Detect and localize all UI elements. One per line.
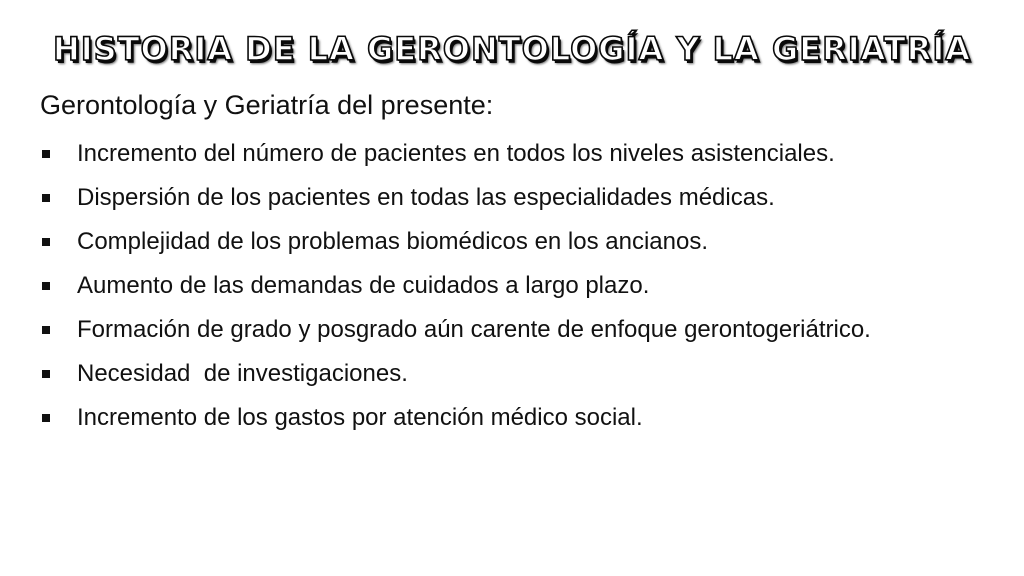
bullet-text: Complejidad de los problemas biomédicos en los ancianos.	[77, 228, 709, 255]
square-bullet-icon	[42, 150, 50, 158]
bullet-text: Dispersión de los pacientes en todas las especialidades médicas.	[77, 184, 775, 211]
bullet-item	[40, 220, 986, 264]
square-bullet-icon	[42, 370, 50, 378]
square-bullet-icon	[42, 414, 50, 422]
square-bullet-icon	[42, 282, 50, 290]
square-bullet-icon	[42, 194, 50, 202]
bullet-text: Formación de grado y posgrado aún carente de enfoque gerontogeriátrico.	[77, 316, 871, 343]
slide-title: HISTORIA DE LA GERONTOLOGÍA Y LA GERIATRÍA	[52, 30, 972, 68]
bullet-text: Incremento del número de pacientes en todos los niveles asistenciales.	[77, 140, 835, 167]
bullet-item	[40, 308, 986, 352]
square-bullet-icon	[42, 238, 50, 246]
bullet-list	[40, 132, 986, 440]
bullet-item	[40, 176, 986, 220]
bullet-text: Incremento de los gastos por atención médico social.	[77, 404, 643, 431]
bullet-text: Aumento de las demandas de cuidados a largo plazo.	[77, 272, 650, 299]
bullet-item	[40, 352, 986, 396]
square-bullet-icon	[42, 326, 50, 334]
bullet-item	[40, 264, 986, 308]
bullet-item	[40, 132, 986, 176]
slide-subtitle: Gerontología y Geriatría del presente:	[40, 90, 494, 120]
bullet-item	[40, 396, 986, 440]
bullet-text: Necesidad de investigaciones.	[77, 360, 408, 387]
